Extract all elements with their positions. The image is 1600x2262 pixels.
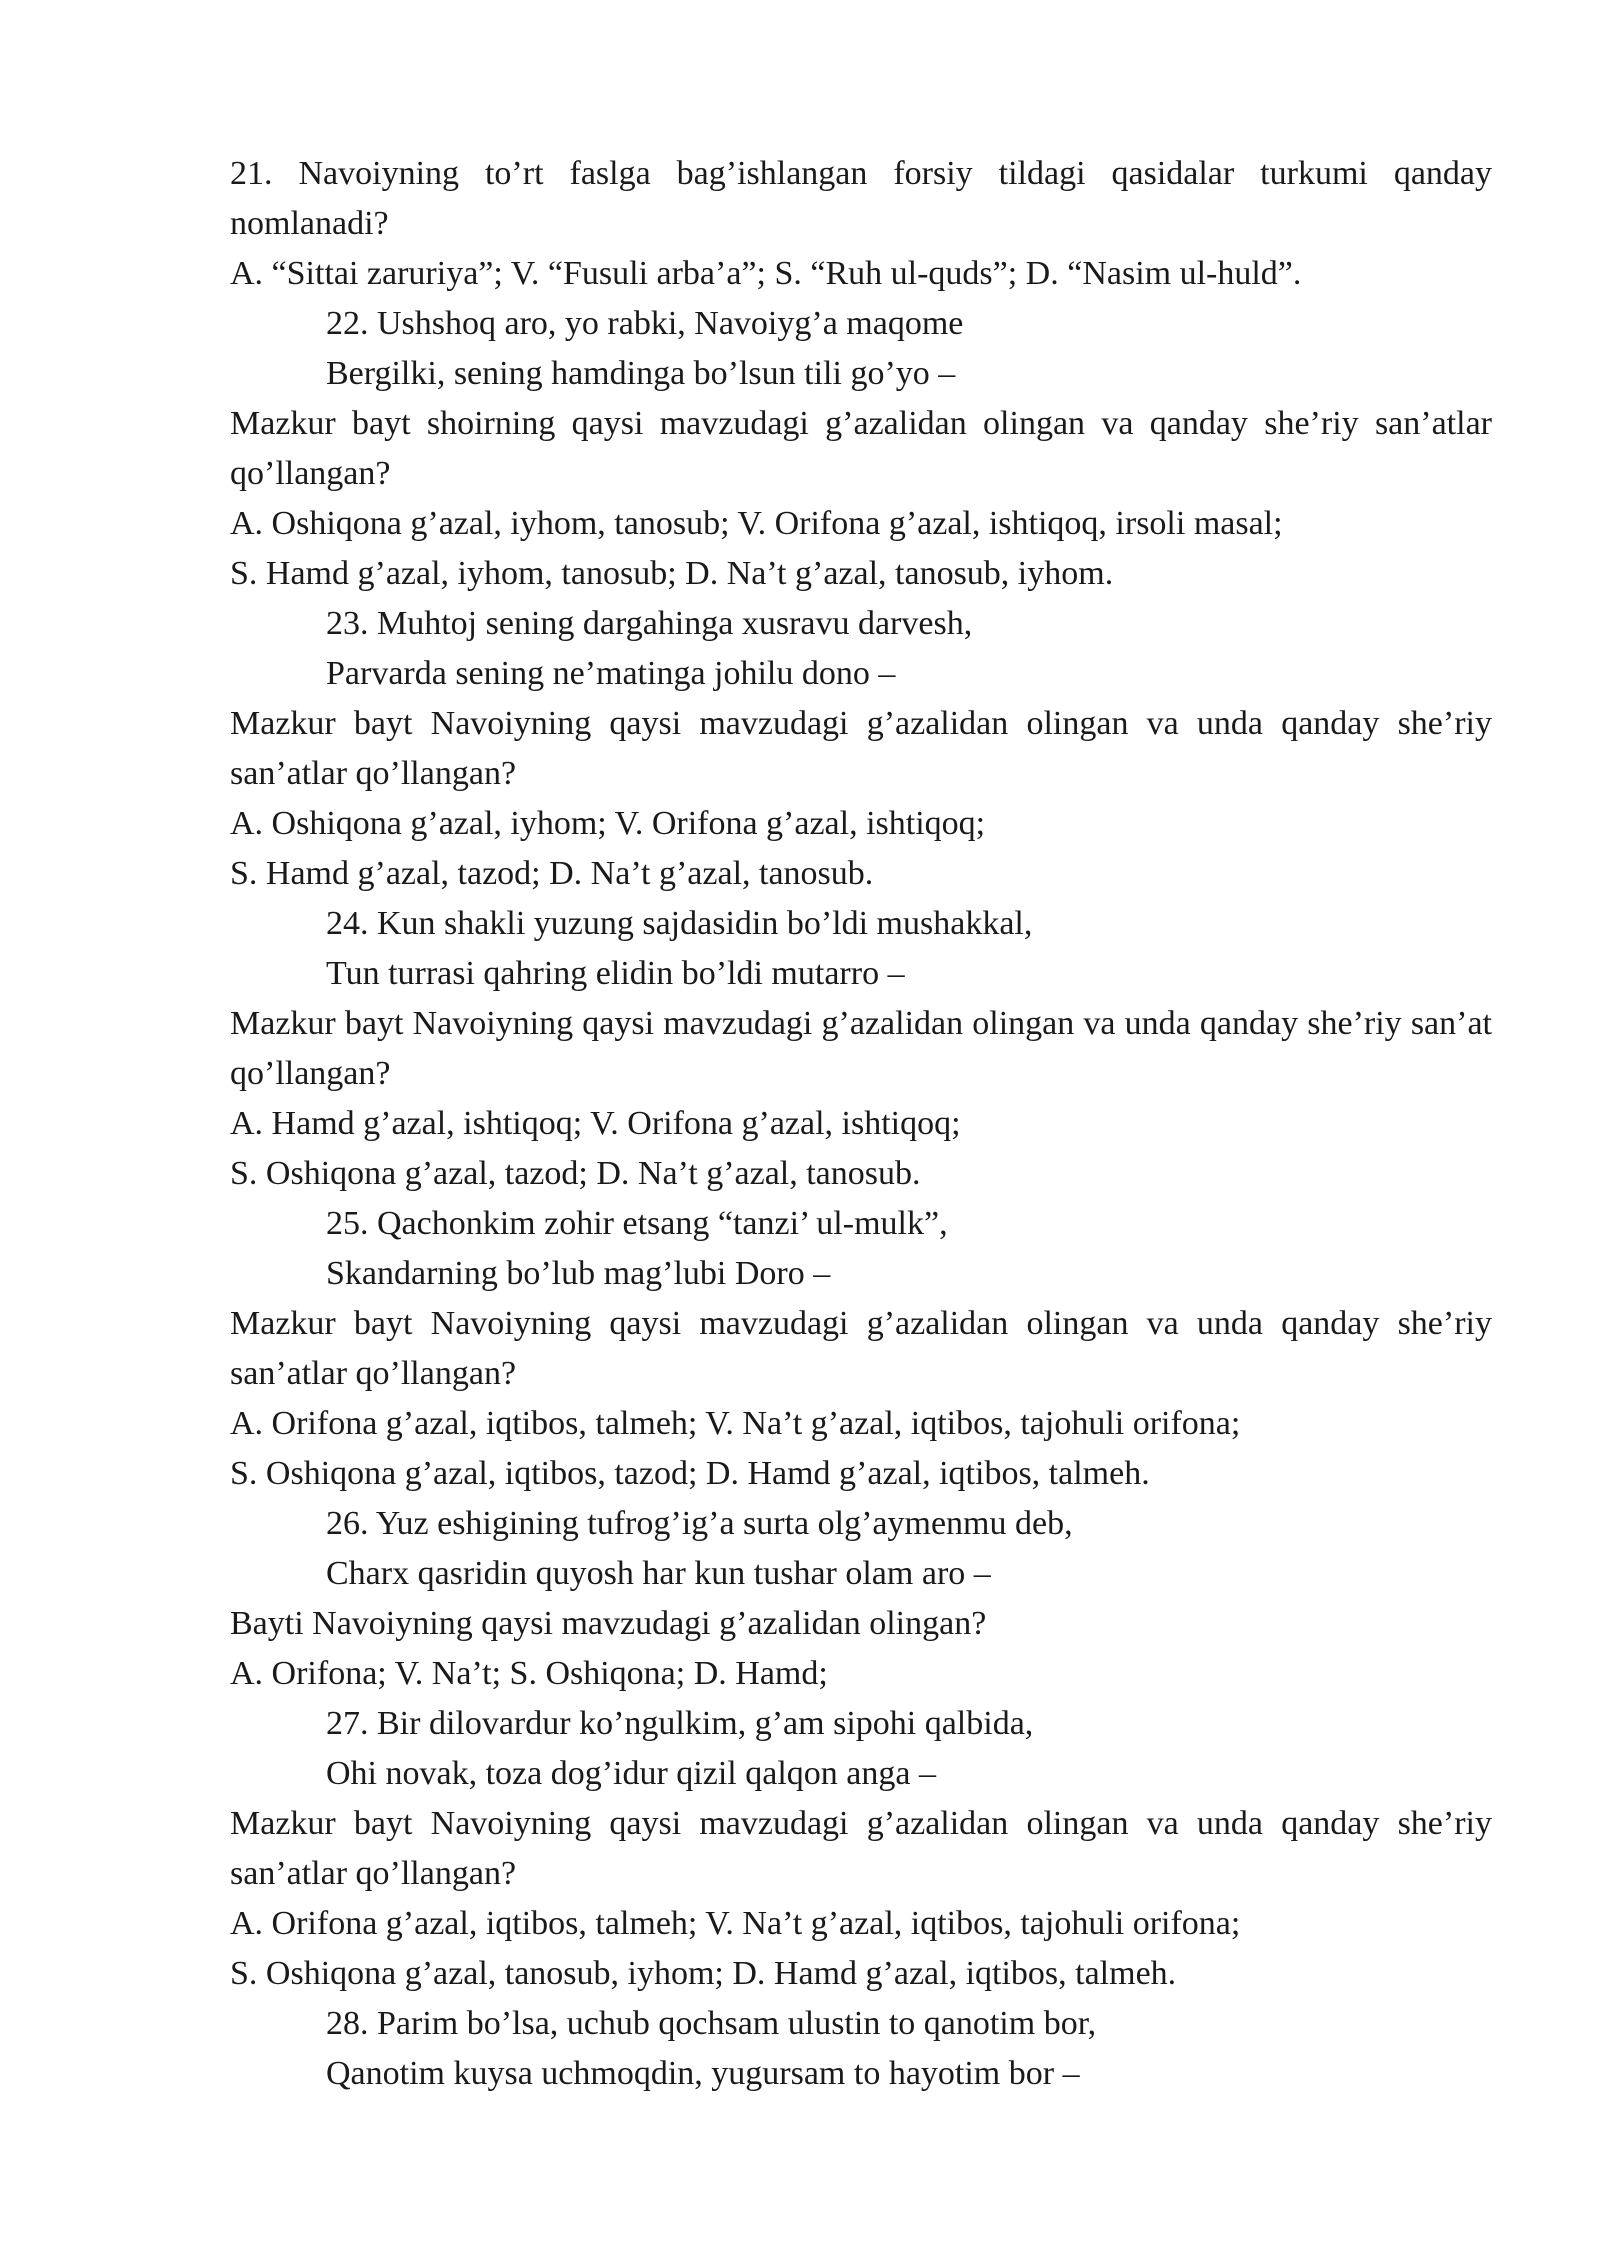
verse-line: Skandarning bo’lub mag’lubi Doro – (326, 1255, 831, 1292)
question-block-24 (230, 899, 1492, 1199)
question-block-21 (230, 149, 1492, 299)
verse-line: 24. Kun shakli yuzung sajdasidin bo’ldi mushakkal, (326, 905, 1033, 942)
question-block-22 (230, 299, 1492, 599)
answer-options: A. Oshiqona g’azal, iyhom; V. Orifona g’azal, ishtiqoq; (230, 805, 986, 842)
answer-options: A. Orifona g’azal, iqtibos, talmeh; V. Na’t g’azal, iqtibos, tajohuli orifona; (230, 1905, 1241, 1942)
question-text: Mazkur bayt Navoiyning qaysi mavzudagi g’azalidan olingan va unda qanday she’riy san’atlar qo’llangan? (230, 1305, 1492, 1392)
question-text: 21. Navoiyning to’rt faslga bag’ishlangan forsiy tildagi qasidalar turkumi qanday nomlanadi? (230, 155, 1492, 242)
verse-line: 23. Muhtoj sening dargahinga xusravu darvesh, (326, 605, 973, 642)
answer-options: A. Orifona; V. Na’t; S. Oshiqona; D. Hamd; (230, 1655, 828, 1692)
verse-line: 27. Bir dilovardur ko’ngulkim, g’am sipohi qalbida, (326, 1705, 1034, 1742)
question-text: Mazkur bayt Navoiyning qaysi mavzudagi g’azalidan olingan va unda qanday she’riy san’atlar qo’llangan? (230, 1805, 1492, 1892)
verse-line: Tun turrasi qahring elidin bo’ldi mutarro – (326, 955, 905, 992)
verse-line: Charx qasridin quyosh har kun tushar olam aro – (326, 1555, 991, 1592)
question-block-26 (230, 1499, 1492, 1699)
verse-line: 26. Yuz eshigining tufrog’ig’a surta olg’aymenmu deb, (326, 1505, 1073, 1542)
question-text: Mazkur bayt Navoiyning qaysi mavzudagi g’azalidan olingan va unda qanday she’riy san’atlar qo’llangan? (230, 705, 1492, 792)
question-block-25 (230, 1199, 1492, 1499)
answer-options: S. Oshiqona g’azal, tazod; D. Na’t g’azal, tanosub. (230, 1155, 921, 1192)
answer-options: S. Oshiqona g’azal, tanosub, iyhom; D. Hamd g’azal, iqtibos, talmeh. (230, 1955, 1177, 1992)
answer-options: S. Hamd g’azal, iyhom, tanosub; D. Na’t g’azal, tanosub, iyhom. (230, 555, 1114, 592)
question-text: Mazkur bayt shoirning qaysi mavzudagi g’azalidan olingan va qanday she’riy san’atlar qo’llangan? (230, 405, 1492, 492)
answer-options: S. Hamd g’azal, tazod; D. Na’t g’azal, tanosub. (230, 855, 874, 892)
verse-line: 25. Qachonkim zohir etsang “tanzi’ ul-mulk”, (326, 1205, 948, 1242)
answer-options: A. Orifona g’azal, iqtibos, talmeh; V. Na’t g’azal, iqtibos, tajohuli orifona; (230, 1405, 1241, 1442)
question-block-28 (230, 1999, 1492, 2099)
verse-line: Bergilki, sening hamdinga bo’lsun tili go’yo – (326, 355, 956, 392)
question-text: Bayti Navoiyning qaysi mavzudagi g’azalidan olingan? (230, 1605, 987, 1642)
verse-line: 28. Parim bo’lsa, uchub qochsam ulustin to qanotim bor, (326, 2005, 1097, 2042)
verse-line: Parvarda sening ne’matinga johilu dono – (326, 655, 896, 692)
answer-options: A. Hamd g’azal, ishtiqoq; V. Orifona g’azal, ishtiqoq; (230, 1105, 961, 1142)
verse-line: Qanotim kuysa uchmoqdin, yugursam to hayotim bor – (326, 2055, 1080, 2092)
document-page (230, 149, 1492, 2099)
verse-line: 22. Ushshoq aro, yo rabki, Navoiyg’a maqome (326, 305, 964, 342)
verse-line: Ohi novak, toza dog’idur qizil qalqon anga – (326, 1755, 936, 1792)
question-block-27 (230, 1699, 1492, 1999)
answer-options: S. Oshiqona g’azal, iqtibos, tazod; D. Hamd g’azal, iqtibos, talmeh. (230, 1455, 1150, 1492)
question-text: Mazkur bayt Navoiyning qaysi mavzudagi g’azalidan olingan va unda qanday she’riy san’at qo’llangan? (230, 1005, 1492, 1092)
question-block-23 (230, 599, 1492, 899)
answer-options: A. “Sittai zaruriya”; V. “Fusuli arba’a”; S. “Ruh ul-quds”; D. “Nasim ul-huld”. (230, 255, 1302, 292)
answer-options: A. Oshiqona g’azal, iyhom, tanosub; V. Orifona g’azal, ishtiqoq, irsoli masal; (230, 505, 1283, 542)
